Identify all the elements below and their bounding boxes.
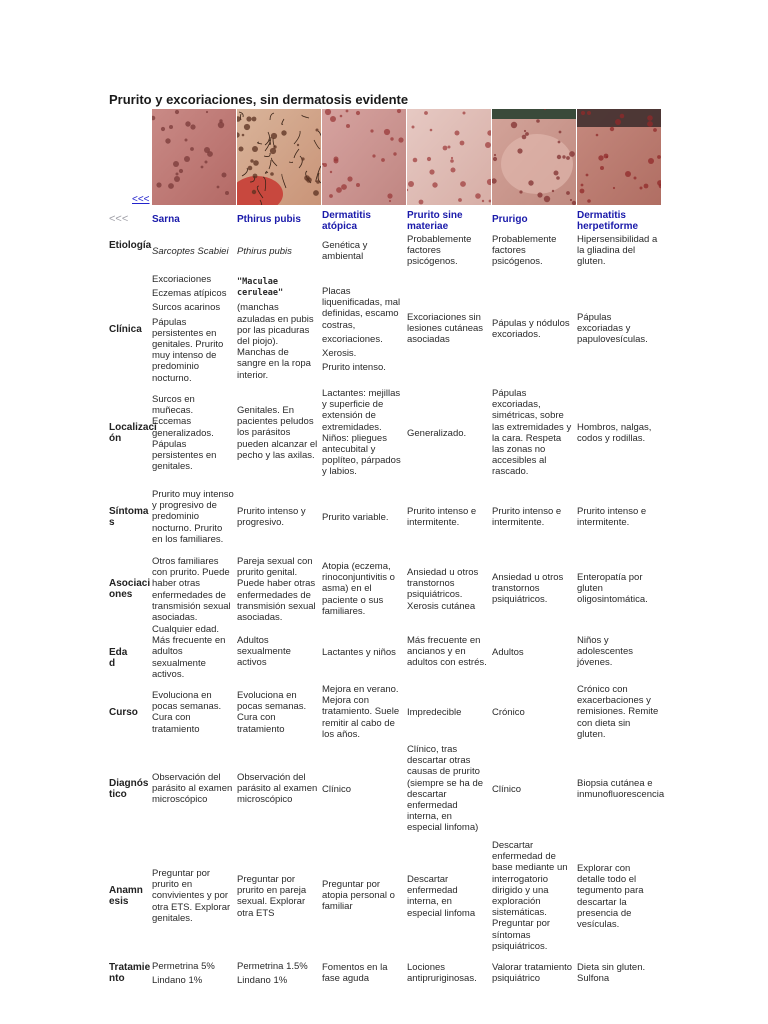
table-cell [152, 274, 234, 384]
cell-text: Ansiedad u otros transtornos psiquiátricos. Xerosis cutánea [407, 567, 479, 612]
row-label: Asociaciones [109, 578, 151, 600]
table-cell [152, 246, 234, 257]
cell-text: Preguntar por atopia personal o familiar [322, 879, 395, 913]
cell-text: Lactantes y niños [322, 647, 396, 658]
table-cell [237, 246, 319, 257]
table-cell [492, 506, 574, 528]
cell-text: Lociones antipruriginosas. [407, 962, 477, 985]
table-cell [492, 572, 574, 606]
cell-text: Prurito muy intenso y progresivo de predominio nocturno. Prurito en los familiares. [152, 489, 234, 545]
table-cell [407, 234, 489, 268]
table-cell [322, 561, 404, 617]
cell-text: Observación del parásito al examen microscópico [237, 772, 318, 806]
cell-text: Enteropatía por gluten oligosintomática. [577, 572, 648, 606]
table-cell [577, 962, 659, 984]
cell-text: Fomentos en la fase aguda [322, 962, 388, 985]
table-cell [152, 394, 234, 472]
cell-text: Prurito intenso. [322, 362, 386, 374]
table-cell [492, 234, 574, 268]
cell-text: Prurito intenso y progresivo. [237, 506, 306, 529]
cell-text: Adultos [492, 647, 524, 658]
cell-text: Hombros, nalgas, codos y rodillas. [577, 422, 652, 445]
cell-text: "Maculae ceruleae" [237, 277, 284, 299]
cell-text: Lindano 1% [237, 975, 288, 987]
cell-text: Más frecuente en ancianos y en adultos con estrés. [407, 635, 487, 669]
cell-text: Evoluciona en pocas semanas. Cura con tratamiento [237, 690, 307, 735]
table-cell [237, 961, 319, 986]
cell-text: Crónico [492, 707, 525, 718]
table-cell [152, 772, 234, 806]
table-cell [577, 863, 659, 930]
row-label: Clínica [109, 323, 142, 335]
cell-text: Cualquier edad. Más frecuente en adultos sexualmente activos. [152, 624, 226, 680]
dermatitis-atopica-photo [322, 109, 406, 205]
cell-text: Hipersensibilidad a la gliadina del gluten. [577, 234, 658, 268]
table-cell [492, 707, 574, 718]
table-cell [152, 489, 234, 545]
table-cell [407, 567, 489, 612]
row-label: Diagnóstico [109, 778, 149, 800]
cell-text: Placas liquenificadas, mal definidas, escamo costras, [322, 286, 401, 331]
cell-text: Pápulas y nódulos excoriados. [492, 318, 570, 341]
cell-text: Crónico con exacerbaciones y remisiones. Remite con dieta sin gluten. [577, 684, 659, 740]
table-cell [407, 707, 489, 718]
cell-text: Valorar tratamiento psiquiátrico [492, 962, 573, 985]
table-cell [577, 234, 659, 268]
row-label: Anamnesis [109, 885, 143, 907]
cell-text: Explorar con detalle todo el tegumento para descartar la presencia de vesículas. [577, 863, 644, 931]
cell-text: Impredecible [407, 707, 462, 718]
table-cell [577, 572, 659, 606]
cell-text: (manchas azuladas en pubis por las picaduras del piojo). Manchas de sangre en la ropa interior. [237, 302, 314, 381]
table-cell [577, 422, 659, 444]
prurito-sine-materiae-photo [407, 109, 491, 205]
table-cell [237, 556, 319, 623]
cell-text: Descartar enfermedad de base mediante un interrogatorio dirigido y una exploración sistemáticas. Preguntar por síntomas psiquiátricos. [492, 840, 568, 952]
cell-text: Observación del parásito al examen microscópico [152, 772, 233, 806]
table-cell [577, 506, 659, 528]
cell-text: Prurito intenso e intermitente. [492, 506, 562, 529]
cell-text: Pthirus pubis [237, 246, 292, 257]
column-header: Dermatitis atópica [322, 210, 371, 232]
cell-text: Surcos en muñecas. Eccemas generalizados. Pápulas persistentes en genitales. [152, 394, 217, 473]
table-cell [152, 690, 234, 735]
row-label: Localización [109, 422, 157, 444]
table-cell [237, 405, 319, 461]
table-cell [407, 962, 489, 984]
column-header: Prurito sine materiae [407, 210, 463, 232]
table-cell [407, 428, 489, 439]
table-cell [407, 506, 489, 528]
dermatitis-herpetiforme-photo [577, 109, 661, 205]
back-nav-label: <<< [109, 213, 129, 225]
cell-text: Genética y ambiental [322, 240, 368, 263]
table-cell [152, 961, 234, 986]
cell-text: Eczemas atípicos [152, 288, 227, 300]
table-cell [322, 784, 404, 795]
table-cell [577, 778, 665, 801]
table-cell [492, 784, 574, 795]
table-cell [577, 312, 659, 346]
cell-text: Descartar enfermedad interna, en especial linfoma [407, 874, 476, 919]
table-cell [237, 635, 319, 669]
row-label: Edad [109, 646, 128, 669]
cell-text: Permetrina 1.5% [237, 961, 308, 972]
cell-text: Pápulas excoriadas y papulovesículas. [577, 312, 648, 346]
cell-text: Preguntar por prurito en convivientes y por otra ETS. Explorar genitales. [152, 868, 231, 924]
table-cell [152, 556, 234, 623]
cell-text: Dieta sin gluten. Sulfona [577, 962, 646, 985]
page-title: Prurito y excoriaciones, sin dermatosis evidente [109, 92, 409, 107]
table-cell [237, 772, 319, 806]
column-header: Pthirus pubis [237, 214, 301, 225]
cell-text: Mejora en verano. Mejora con tratamiento. Suele remitir al cabo de los años. [322, 684, 400, 740]
table-cell [322, 879, 404, 913]
table-cell [322, 647, 404, 658]
table-cell [237, 277, 319, 381]
table-cell [492, 647, 574, 658]
cell-text: Niños y adolescentes jóvenes. [577, 635, 633, 669]
table-cell [492, 962, 574, 984]
cell-text: Xerosis. [322, 348, 357, 360]
table-cell [577, 635, 659, 669]
cell-text: Clínico [492, 784, 522, 795]
cell-text: Pápulas persistentes en genitales. Prurito muy intenso de predominio nocturno. [152, 316, 224, 384]
cell-text: Pareja sexual con prurito genital. Puede haber otras enfermedades de transmisión sexual asociadas. [237, 556, 316, 624]
cell-text: Prurito variable. [322, 512, 389, 523]
table-cell [492, 840, 574, 952]
cell-text: excoriaciones. [322, 333, 383, 345]
table-cell [322, 512, 404, 523]
column-header: Dermatitis herpetiforme [577, 210, 639, 232]
table-cell [407, 635, 489, 669]
cell-text: Clínico [322, 784, 352, 795]
table-cell [407, 312, 489, 346]
cell-text: Excoriaciones sin lesiones cutáneas asociadas [407, 312, 484, 346]
cell-text: Evoluciona en pocas semanas. Cura con tratamiento [152, 690, 222, 735]
row-label: Síntomas [109, 506, 149, 528]
cell-text: Atopia (eczema, rinoconjuntivitis o asma) en el paciente o sus familiares. [322, 561, 395, 617]
cell-text: Ansiedad u otros transtornos psiquiátricos. [492, 572, 564, 606]
table-cell [322, 240, 404, 262]
cell-text: Sarcoptes Scabiei [152, 246, 229, 257]
sarna-photo [152, 109, 236, 205]
table-cell [577, 684, 659, 740]
cell-text: Lindano 1% [152, 975, 203, 987]
cell-text: Preguntar por prurito en pareja sexual. Explorar otra ETS [237, 874, 307, 919]
cell-text: Probablemente factores psicógenos. [407, 234, 472, 268]
cell-text: Surcos acarinos [152, 302, 221, 314]
table-cell [322, 962, 404, 984]
column-header: Sarna [152, 214, 180, 225]
cell-text: Clínico, tras descartar otras causas de prurito (siempre se ha de descartar enfermedad interna, en especial linfoma) [407, 744, 484, 834]
table-cell [237, 690, 319, 735]
cell-text: Pápulas excoriadas, simétricas, sobre las extremidades y la cara. Respeta las zonas no accesibles al rascado. [492, 388, 572, 478]
cell-text: Excoriaciones [152, 274, 212, 285]
cell-text: Lactantes: mejillas y superficie de extensión de extremidades. Niños: pliegues antecubital y poplíteo, párpados y labios. [322, 388, 401, 478]
table-cell [407, 874, 489, 919]
table-cell [492, 388, 574, 478]
column-header: Prurigo [492, 214, 528, 225]
pthirus-pubis-photo [237, 109, 321, 205]
row-label: Curso [109, 706, 138, 718]
cell-text: Probablemente factores psicógenos. [492, 234, 557, 268]
row-label: Etiología [109, 240, 152, 251]
table-cell [237, 874, 319, 919]
cell-text: Generalizado. [407, 428, 467, 439]
table-cell [322, 684, 404, 740]
table-cell [152, 624, 234, 680]
cell-text: Prurito intenso e intermitente. [577, 506, 647, 529]
table-cell [407, 744, 489, 834]
table-cell [322, 388, 404, 478]
cell-text: Genitales. En pacientes peludos los parásitos pueden alcanzar el pecho y las axilas. [237, 405, 318, 461]
cell-text: Adultos sexualmente activos [237, 635, 291, 669]
table-cell [492, 318, 574, 340]
cell-text: Biopsia cutánea e inmunofluorescencia [577, 778, 665, 801]
table-cell [322, 286, 404, 373]
table-cell [237, 506, 319, 528]
row-label: Tratamiento [109, 962, 151, 984]
cell-text: Otros familiares con prurito. Puede haber otras enfermedades de transmisión sexual asociadas. [152, 556, 231, 624]
cell-text: Prurito intenso e intermitente. [407, 506, 477, 529]
back-link[interactable]: <<< [132, 194, 150, 205]
cell-text: Permetrina 5% [152, 961, 215, 972]
table-cell [152, 868, 234, 924]
prurigo-photo [492, 109, 576, 205]
